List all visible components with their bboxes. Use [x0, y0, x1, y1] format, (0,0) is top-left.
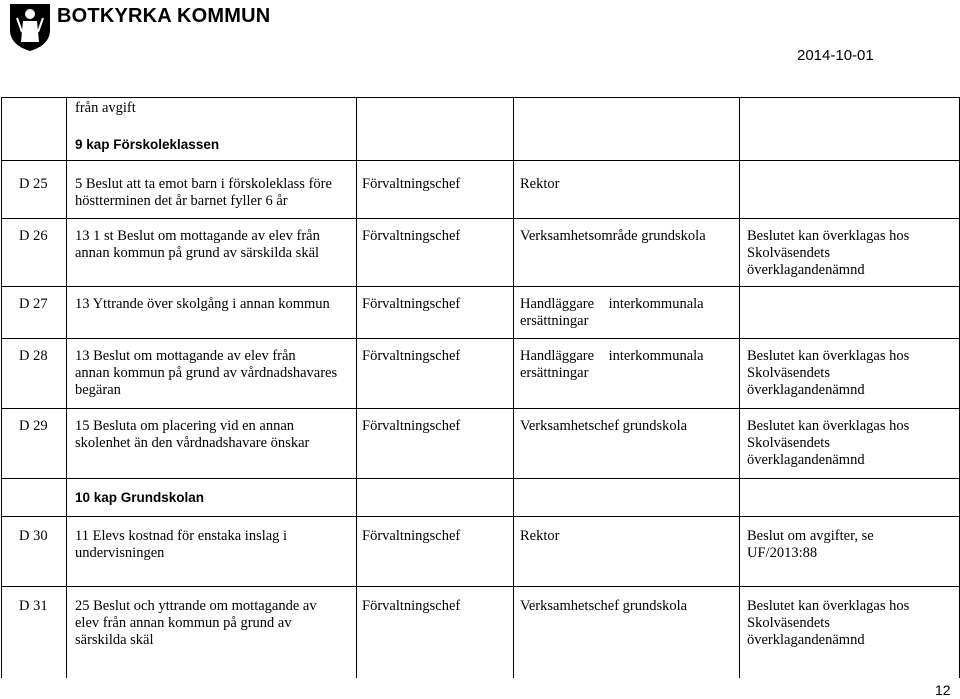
row-divider	[1, 408, 959, 409]
row-case-line: 13 1 st Beslut om mottagande av elev från	[75, 228, 320, 244]
document-date: 2014-10-01	[797, 47, 874, 64]
row-case-line: 13 Yttrande över skolgång i annan kommun	[75, 296, 330, 312]
row-note-line: överklagandenämnd	[747, 452, 865, 468]
row-code: D 26	[19, 228, 48, 244]
row-case-line: elev från annan kommun på grund av	[75, 615, 292, 631]
row-delegate: Förvaltningschef	[362, 228, 461, 244]
row-subdelegation: Handläggare interkommunala	[520, 296, 704, 312]
row-case-line: 5 Beslut att ta emot barn i förskoleklass före	[75, 176, 332, 192]
row-divider	[1, 586, 959, 587]
row-subdelegation: Verksamhetschef grundskola	[520, 598, 688, 614]
botkyrka-coat-of-arms-logo	[8, 2, 52, 52]
row-delegate: Förvaltningschef	[362, 528, 461, 544]
row-subdelegation: Handläggare interkommunala	[520, 348, 704, 364]
column-divider	[513, 98, 514, 678]
row-divider	[1, 218, 959, 219]
row-delegate: Förvaltningschef	[362, 296, 461, 312]
column-divider	[739, 98, 740, 678]
row-delegate: Förvaltningschef	[362, 348, 461, 364]
column-divider	[356, 98, 357, 678]
row-case-line: 25 Beslut och yttrande om mottagande av	[75, 598, 317, 614]
row-subdelegation: ersättningar	[520, 313, 589, 329]
row-divider	[1, 478, 959, 479]
row-divider	[1, 160, 959, 161]
row-case-line: annan kommun på grund av vårdnadshavares	[75, 365, 338, 381]
row-code: D 25	[19, 176, 48, 192]
row-subdelegation: Verksamhetschef grundskola	[520, 418, 688, 434]
row-note-line: Skolväsendets	[747, 615, 830, 631]
row-case-line: 15 Besluta om placering vid en annan	[75, 418, 295, 434]
row-note-line: överklagandenämnd	[747, 632, 865, 648]
row-case-line: 13 Beslut om mottagande av elev från	[75, 348, 296, 364]
row-case-line: begäran	[75, 382, 121, 398]
row-code: D 31	[19, 598, 48, 614]
section-heading: 10 kap Grundskolan	[75, 490, 205, 505]
row-divider	[1, 338, 959, 339]
row-case-line: särskilda skäl	[75, 632, 154, 648]
row-note-line: Skolväsendets	[747, 245, 830, 261]
row-subdelegation: Verksamhetsområde grundskola	[520, 228, 706, 244]
column-divider	[66, 98, 67, 678]
row-note-line: Beslut om avgifter, se	[747, 528, 874, 544]
brand-name: BOTKYRKA KOMMUN	[57, 5, 271, 27]
row-subdelegation: Rektor	[520, 176, 560, 192]
row-case-line: annan kommun på grund av särskilda skäl	[75, 245, 320, 261]
row-subdelegation: Rektor	[520, 528, 560, 544]
row-divider	[1, 286, 959, 287]
row-note-line: Beslutet kan överklagas hos	[747, 598, 910, 614]
row-note-line: överklagandenämnd	[747, 262, 865, 278]
row-note-line: UF/2013:88	[747, 545, 818, 561]
row-delegate: Förvaltningschef	[362, 598, 461, 614]
section-heading: 9 kap Förskoleklassen	[75, 137, 220, 152]
row-case-line: skolenhet än den vårdnadshavare önskar	[75, 435, 310, 451]
row-delegate: Förvaltningschef	[362, 176, 461, 192]
row-case-line: 11 Elevs kostnad för enstaka inslag i	[75, 528, 288, 544]
row-code: D 28	[19, 348, 48, 364]
row-case-line: höstterminen det år barnet fyller 6 år	[75, 193, 288, 209]
row-note-line: Beslutet kan överklagas hos	[747, 228, 910, 244]
continuation-text: från avgift	[75, 100, 136, 116]
page-number: 12	[935, 682, 951, 698]
row-note-line: överklagandenämnd	[747, 382, 865, 398]
row-note-line: Skolväsendets	[747, 365, 830, 381]
row-case-line: undervisningen	[75, 545, 165, 561]
row-subdelegation: ersättningar	[520, 365, 589, 381]
row-code: D 30	[19, 528, 48, 544]
row-note-line: Beslutet kan överklagas hos	[747, 348, 910, 364]
row-note-line: Skolväsendets	[747, 435, 830, 451]
row-code: D 27	[19, 296, 48, 312]
row-divider	[1, 516, 959, 517]
row-delegate: Förvaltningschef	[362, 418, 461, 434]
row-code: D 29	[19, 418, 48, 434]
row-note-line: Beslutet kan överklagas hos	[747, 418, 910, 434]
